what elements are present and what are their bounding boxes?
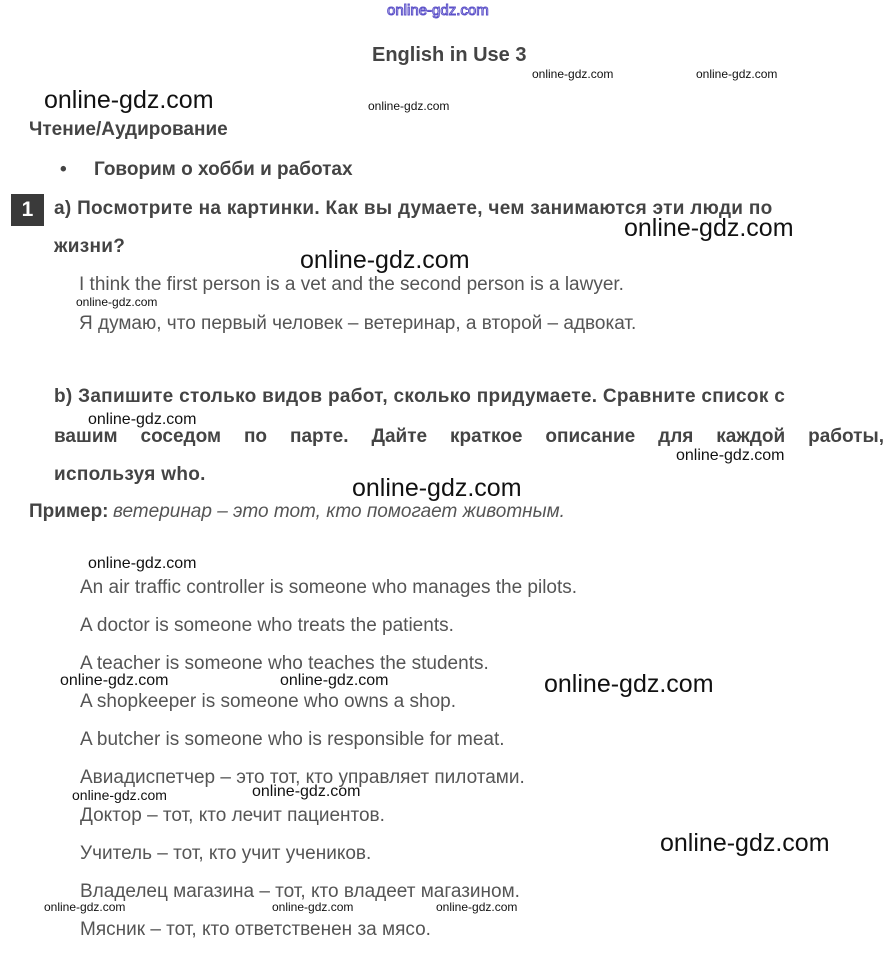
task-a-line2: жизни? [54, 236, 126, 257]
task-b-word: по [243, 426, 268, 447]
watermark: online-gdz.com [436, 900, 518, 914]
answer-b-line: Владелец магазина – тот, кто владеет магазином. [80, 881, 520, 902]
task-b-line1: b) Запишите столько видов работ, сколько придумаете. Сравните список с [54, 386, 786, 407]
page-title: English in Use 3 [372, 44, 527, 66]
watermark: online-gdz.com [88, 411, 197, 428]
answer-b-line: A teacher is someone who teaches the students. [80, 653, 489, 674]
task-b-line2 [54, 426, 884, 448]
watermark: online-gdz.com [252, 783, 361, 800]
example-line [29, 501, 565, 523]
answer-a-english: I think the first person is a vet and the second person is a lawyer. [79, 274, 624, 295]
watermark: online-gdz.com [352, 474, 522, 502]
task-b-word: для [658, 426, 694, 447]
task-b-word: работы, [808, 426, 884, 447]
task-b-word: Дайте [371, 426, 428, 447]
watermark: online-gdz.com [44, 900, 126, 914]
exercise-number-badge: 1 [11, 194, 44, 226]
example-text: ветеринар – это тот, кто помогает животным. [112, 501, 565, 522]
watermark: online-gdz.com [676, 447, 785, 464]
watermark: online-gdz.com [544, 670, 714, 698]
answer-b-line: A shopkeeper is someone who owns a shop. [80, 691, 457, 712]
watermark: online-gdz.com [624, 214, 794, 242]
task-b-line3: используя who. [54, 464, 206, 485]
section-heading: Чтение/Аудирование [29, 119, 228, 140]
task-b-word: краткое [450, 426, 523, 447]
watermark: online-gdz.com [44, 86, 214, 114]
site-watermark-top: online-gdz.com [387, 2, 489, 19]
watermark: online-gdz.com [300, 246, 470, 274]
watermark: online-gdz.com [660, 829, 830, 857]
watermark: online-gdz.com [88, 555, 197, 572]
task-b-word: описание [545, 426, 636, 447]
watermark: online-gdz.com [280, 672, 389, 689]
watermark: online-gdz.com [696, 67, 778, 81]
task-b-word: парте. [289, 426, 349, 447]
example-label: Пример: [29, 501, 109, 522]
bullet-item: Говорим о хобби и работах [94, 159, 353, 180]
watermark: online-gdz.com [72, 787, 167, 803]
answer-b-line: Авиадиспетчер – это тот, кто управляет пилотами. [80, 767, 525, 788]
bullet-dot: • [60, 159, 67, 180]
watermark: online-gdz.com [532, 67, 614, 81]
watermark: online-gdz.com [60, 672, 169, 689]
task-b-word: вашим [54, 426, 118, 447]
watermark: online-gdz.com [272, 900, 354, 914]
answer-b-line: A doctor is someone who treats the patients. [80, 615, 454, 636]
task-a-line1: a) Посмотрите на картинки. Как вы думаете, чем занимаются эти люди по [54, 198, 773, 219]
task-b-word: каждой [716, 426, 786, 447]
answer-b-line: A butcher is someone who is responsible for meat. [80, 729, 505, 750]
task-b-word: соседом [140, 426, 222, 447]
answer-b-line: An air traffic controller is someone who manages the pilots. [80, 577, 578, 598]
watermark: online-gdz.com [76, 295, 158, 309]
answer-a-russian: Я думаю, что первый человек – ветеринар, а второй – адвокат. [79, 313, 637, 334]
answer-b-line: Доктор – тот, кто лечит пациентов. [80, 805, 385, 826]
answer-b-line: Мясник – тот, кто ответственен за мясо. [80, 919, 431, 940]
answer-b-line: Учитель – тот, кто учит учеников. [80, 843, 372, 864]
watermark: online-gdz.com [368, 99, 450, 113]
